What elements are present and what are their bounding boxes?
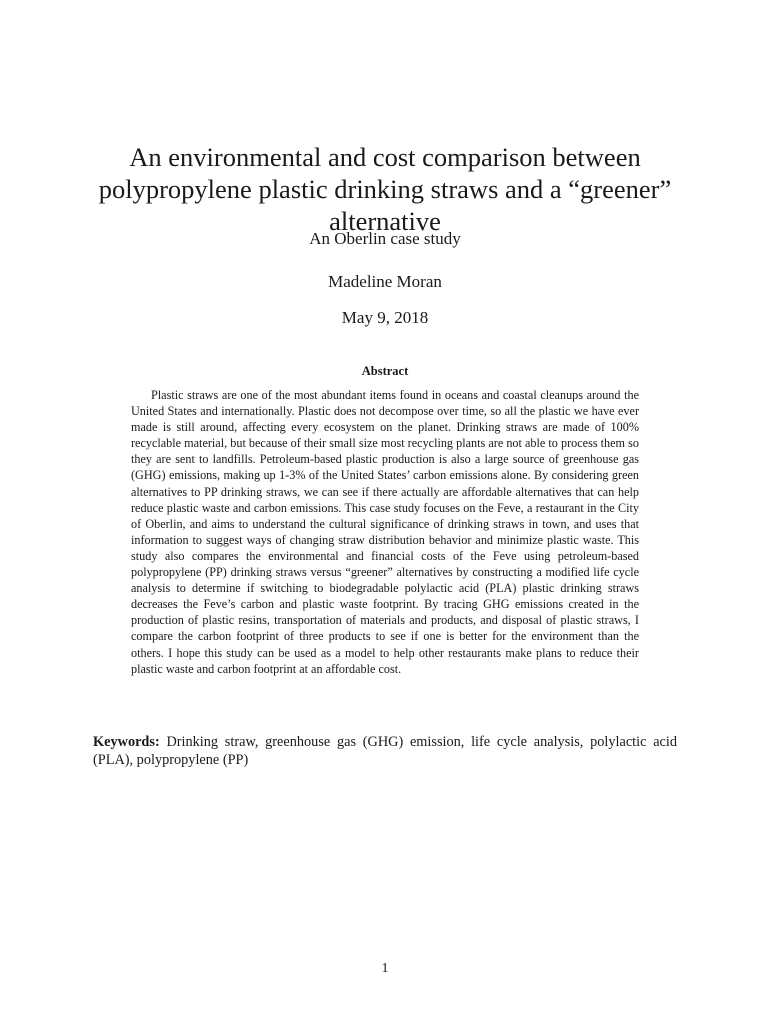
page-number: 1: [381, 961, 389, 976]
abstract-heading: Abstract: [361, 364, 409, 378]
keywords-paragraph: [93, 733, 677, 769]
keywords-text: Drinking straw, greenhouse gas (GHG) emission, life cycle analysis, polylactic acid (PLA), polypropylene (PP): [93, 734, 678, 768]
author-name: Madeline Moran: [328, 272, 442, 291]
keywords-label: Keywords:: [93, 734, 160, 750]
paper-subtitle: An Oberlin case study: [309, 229, 461, 248]
abstract-text: Plastic straws are one of the most abundant items found in oceans and coastal cleanups around the United States and internationally. Plastic does not decompose over time, so all the plastic we have ever made is still around, affecting every ecosystem on the planet. Drinking straws are made of 100% recyclable material, but because of their small size most recycling plants are not able to process them so they are sent to landfills. Petroleum-based plastic production is also a large source of greenhouse gas (GHG) emissions, making up 1-3% of the United States’ carbon emissions alone. By considering green alternatives to PP drinking straws, we can see if there actually are affordable alternatives that can help reduce plastic waste and carbon emissions. This case study focuses on the Feve, a restaurant in the City of Oberlin, and aims to understand the cultural significance of drinking straws in town, and uses that information to suggest ways of changing straw distribution behavior and minimize plastic waste. This study also compares the environmental and financial costs of the Feve using petroleum-based polypropylene (PP) drinking straws versus “greener” alternatives by constructing a modified life cycle analysis to determine if switching to biodegradable polylactic acid (PLA) plastic drinking straws decreases the Feve’s carbon and plastic waste footprint. By tracing GHG emissions created in the production of plastic resins, transportation of materials and products, and disposal of plastic straws, I compare the carbon footprint of three products to see if one is better for the environment than the others. I hope this study can be used as a model to help other restaurants make plans to reduce their plastic waste and carbon footprint at an affordable cost.: [131, 388, 639, 676]
paper-title: An environmental and cost comparison between polypropylene plastic drinking straws and a “greener” alternative: [98, 142, 672, 236]
publication-date: May 9, 2018: [341, 308, 429, 327]
